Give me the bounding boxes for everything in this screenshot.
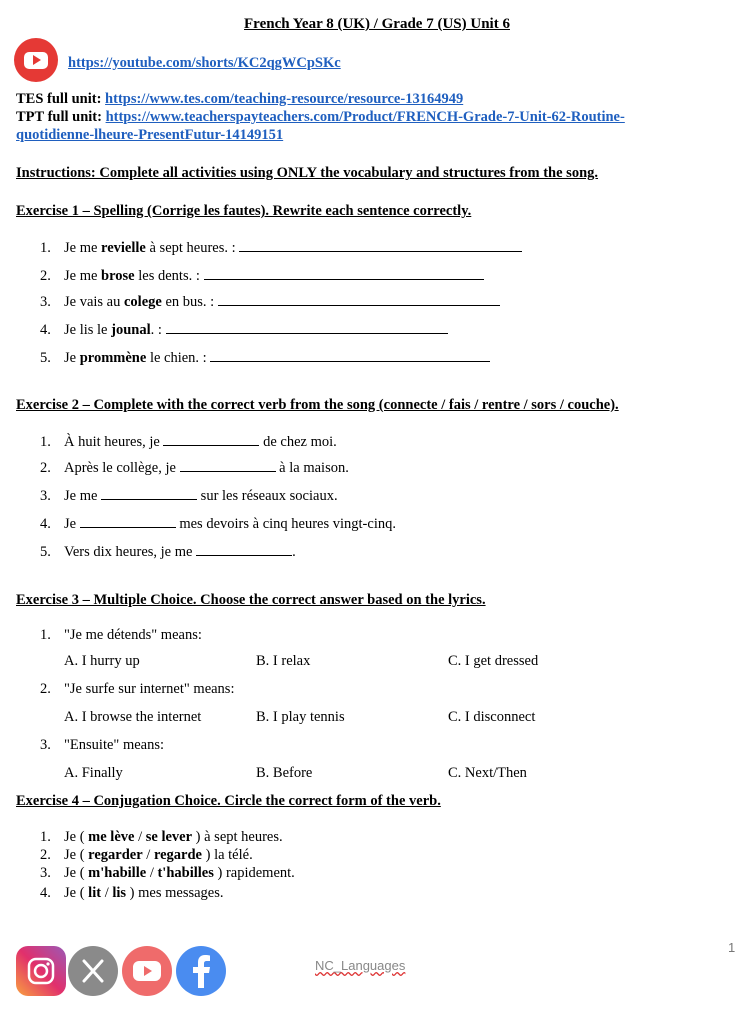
exercise1-title: Exercise 1 – Spelling (Corrige les fautes). Rewrite each sentence correctly. [16,203,472,219]
tpt-label: TPT full unit: [16,109,106,125]
youtube-icon[interactable] [122,946,172,996]
instructions: Instructions: Complete all activities using ONLY the vocabulary and structures from the song. [16,165,599,181]
exercise4-item: 3. Je ( m'habille / t'habilles ) rapidement. [40,865,295,881]
exercise3-question: 1. "Je me détends" means: [40,627,202,643]
youtube-link[interactable]: https://youtube.com/shorts/KC2qgWCpSKc [68,55,341,71]
tes-label: TES full unit: [16,91,106,107]
option-a[interactable]: A. I hurry up [64,653,140,669]
facebook-icon[interactable] [176,946,226,996]
option-c[interactable]: C. I disconnect [448,709,536,725]
option-c[interactable]: C. I get dressed [448,653,539,669]
option-b[interactable]: B. I relax [256,653,311,669]
choice-2[interactable]: se lever [145,829,193,845]
choice-1[interactable]: regarder [88,847,143,863]
choice-2[interactable]: t'habilles [157,865,214,881]
exercise4-item: 1. Je ( me lève / se lever ) à sept heures. [40,829,283,845]
exercise3-question: 2. "Je surfe sur internet" means: [40,681,235,697]
exercise3-question: 3. "Ensuite" means: [40,737,165,753]
exercise2-title: Exercise 2 – Complete with the correct verb from the song (connecte / fais / rentre / sors / couche). [16,397,619,413]
exercise2-item: 4. Je mes devoirs à cinq heures vingt-cinq. [40,516,396,532]
exercise1-item: 3. Je vais au colege en bus. : [40,293,500,311]
option-b[interactable]: B. I play tennis [256,709,345,725]
page-title: French Year 8 (UK) / Grade 7 (US) Unit 6 [244,16,510,32]
answer-blank[interactable] [101,487,197,500]
exercise4-title: Exercise 4 – Conjugation Choice. Circle the correct form of the verb. [16,793,441,809]
choice-1[interactable]: lit [88,885,102,901]
option-b[interactable]: B. Before [256,765,313,781]
tpt-link-continued[interactable]: quotidienne-lheure-PresentFutur-14149151 [16,127,284,143]
choice-2[interactable]: lis [112,885,127,901]
choice-1[interactable]: m'habille [88,865,147,881]
tpt-line [16,109,625,126]
answer-blank[interactable] [239,239,522,252]
exercise1-item: 5. Je prommène le chien. : [40,349,490,367]
option-a[interactable]: A. Finally [64,765,123,781]
choice-2[interactable]: regarde [153,847,202,863]
exercise2-item: 1. À huit heures, je de chez moi. [40,434,337,450]
exercise2-item: 3. Je me sur les réseaux sociaux. [40,488,338,504]
youtube-icon[interactable] [14,38,58,82]
exercise1-item: 2. Je me brose les dents. : [40,267,484,285]
tes-link[interactable]: https://www.tes.com/teaching-resource/resource-13164949 [105,91,464,107]
exercise4-item: 4. Je ( lit / lis ) mes messages. [40,885,224,901]
answer-blank[interactable] [218,293,500,306]
exercise1-item: 1. Je me revielle à sept heures. : [40,239,522,257]
choice-1[interactable]: me lève [88,829,135,845]
exercise3-title: Exercise 3 – Multiple Choice. Choose the correct answer based on the lyrics. [16,592,486,608]
exercise1-item: 4. Je lis le jounal. : [40,321,448,339]
answer-blank[interactable] [204,267,484,280]
answer-blank[interactable] [196,543,292,556]
instagram-icon[interactable] [16,946,66,996]
x-icon[interactable] [68,946,118,996]
tes-line [16,91,463,108]
tpt-link[interactable]: https://www.teacherspayteachers.com/Product/FRENCH-Grade-7-Unit-62-Routine- [105,109,625,125]
brand-label: NC_Languages [315,958,406,973]
answer-blank[interactable] [210,349,490,362]
exercise4-item: 2. Je ( regarder / regarde ) la télé. [40,847,253,863]
option-c[interactable]: C. Next/Then [448,765,527,781]
exercise2-item: 2. Après le collège, je à la maison. [40,460,349,476]
exercise2-item: 5. Vers dix heures, je me . [40,544,296,560]
option-a[interactable]: A. I browse the internet [64,709,202,725]
answer-blank[interactable] [163,433,259,446]
answer-blank[interactable] [180,459,276,472]
page-number: 1 [728,940,736,955]
answer-blank[interactable] [80,515,176,528]
answer-blank[interactable] [166,321,448,334]
